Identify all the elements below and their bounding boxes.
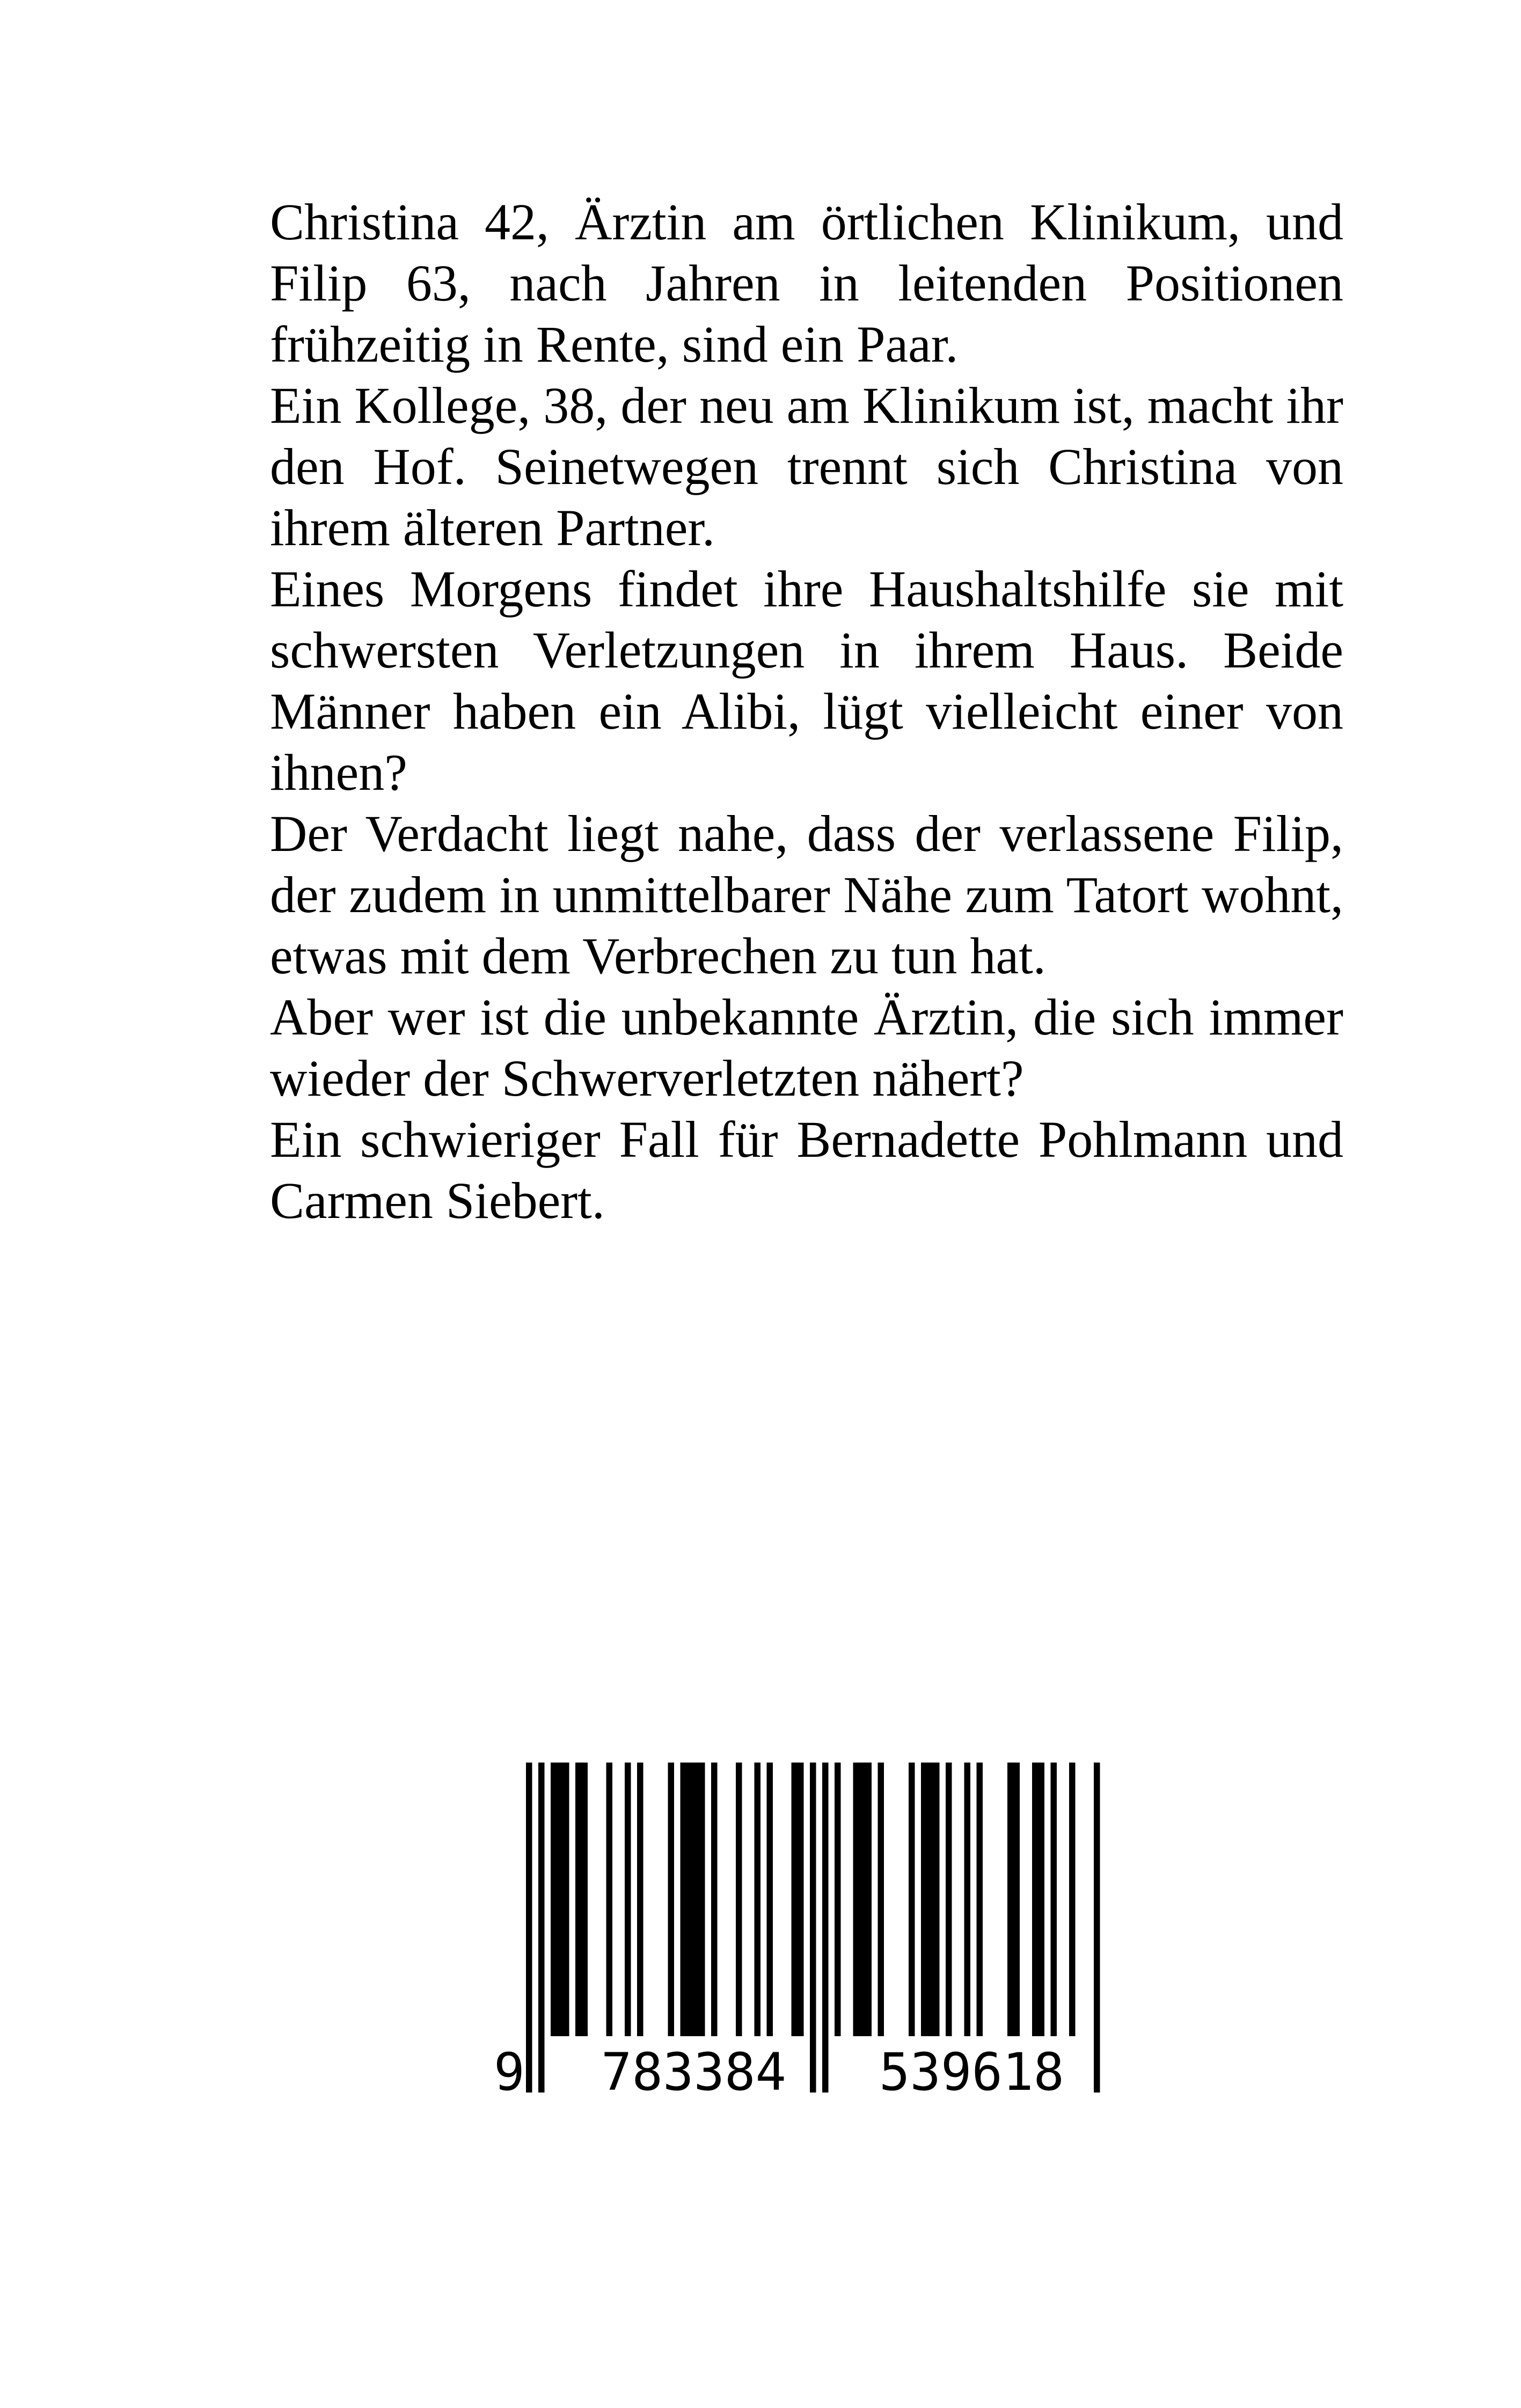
barcode-bar	[946, 1763, 952, 2036]
barcode-bar	[551, 1763, 569, 2036]
barcode-guard-bar	[526, 1763, 532, 2093]
barcode-bar	[736, 1763, 742, 2036]
barcode-bar	[878, 1763, 884, 2036]
barcode-right-digits: 539618	[879, 2042, 1064, 2095]
barcode-left-digits: 783384	[601, 2042, 786, 2095]
barcode-bar	[853, 1763, 872, 2036]
blurb-paragraph-1: Christina 42, Ärztin am örtlichen Klinikum, und Filip 63, nach Jahren in leitenden Positionen frühzeitig in Rente, sind ein Paar.	[270, 193, 1343, 373]
blurb-paragraph-6: Ein schwieriger Fall für Bernadette Pohlmann und Carmen Siebert.	[270, 1111, 1343, 1229]
barcode-bar	[767, 1763, 773, 2036]
barcode-bar	[668, 1763, 675, 2036]
barcode-bar	[792, 1763, 804, 2036]
barcode-guard-bar	[1094, 1763, 1100, 2093]
barcode-bar	[977, 1763, 983, 2036]
barcode-bar	[1051, 1763, 1057, 2036]
barcode-graphic	[494, 1763, 1106, 2095]
barcode-bar	[964, 1763, 971, 2036]
barcode-bar	[1032, 1763, 1044, 2036]
barcode-bar	[755, 1763, 761, 2036]
barcode-bar	[909, 1763, 915, 2036]
barcode-bar	[606, 1763, 613, 2036]
barcode-bar	[921, 1763, 940, 2036]
blurb-paragraph-3: Eines Morgens findet ihre Haushaltshilfe sie mit schwersten Verletzungen in ihrem Haus. Beide Männer haben ein Alibi, lügt vielleicht einer von ihnen?	[270, 560, 1343, 801]
barcode-bar	[681, 1763, 705, 2036]
barcode-bar	[835, 1763, 841, 2036]
barcode-guard-bar	[538, 1763, 545, 2093]
barcode-guard-bar	[822, 1763, 829, 2093]
barcode-bar	[637, 1763, 644, 2036]
blurb-paragraph-5: Aber wer ist die unbekannte Ärztin, die sich immer wieder der Schwerverletzten nähert?	[270, 988, 1343, 1107]
isbn-barcode	[494, 1763, 1106, 2095]
blurb-paragraph-2: Ein Kollege, 38, der neu am Klinikum ist, macht ihr den Hof. Seinetwegen trennt sich Christina von ihrem älteren Partner.	[270, 377, 1343, 556]
barcode-bar	[625, 1763, 631, 2036]
cover-blurb	[270, 192, 1343, 1231]
barcode-guard-bar	[810, 1763, 816, 2093]
barcode-bar	[1007, 1763, 1020, 2036]
barcode-bar	[575, 1763, 588, 2036]
barcode-bar	[711, 1763, 718, 2036]
barcode-bar	[1069, 1763, 1076, 2036]
barcode-first-digit: 9	[494, 2042, 525, 2095]
blurb-paragraph-4: Der Verdacht liegt nahe, dass der verlassene Filip, der zudem in unmittelbarer Nähe zum Tatort wohnt, etwas mit dem Verbrechen zu tun hat.	[270, 805, 1343, 985]
